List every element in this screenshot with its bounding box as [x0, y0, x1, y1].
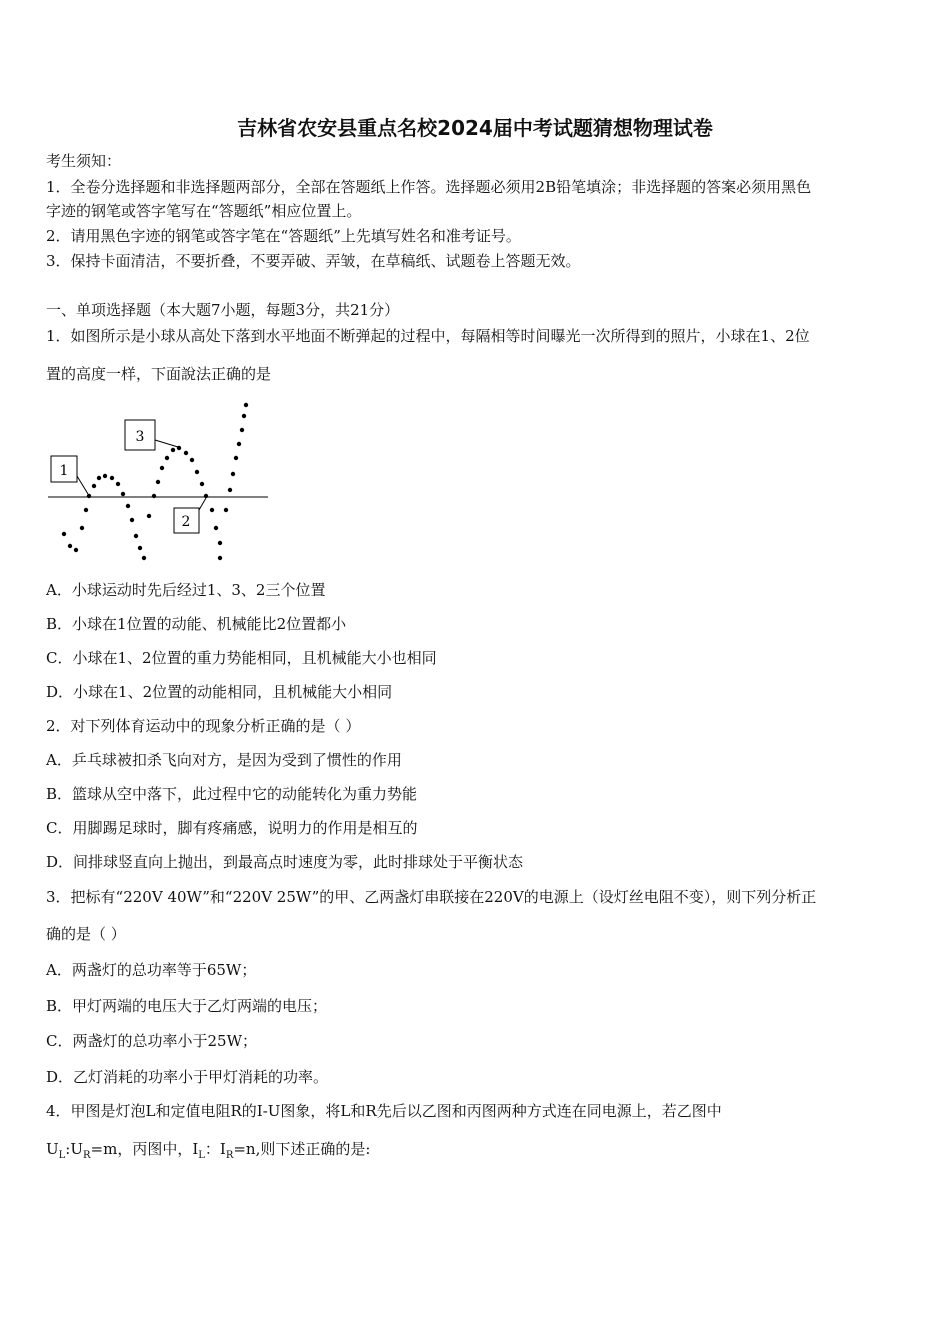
- notice-item: 字迹的钢笔或答字笔写在“答题纸”相应位置上。: [46, 202, 362, 220]
- q4-sub-r2: R: [225, 1150, 234, 1161]
- label-1: [51, 456, 88, 494]
- question-1-stem: 1．如图所示是小球从高处下落到水平地面不断弹起的过程中，每隔相等时间曝光一次所得到的照片，小球在1、2位: [46, 327, 810, 345]
- q3-option-c: C．两盏灯的总功率小于25W；: [46, 1032, 257, 1050]
- q1-option-c: C．小球在1、2位置的重力势能相同，且机械能大小也相同: [46, 649, 437, 667]
- label-3: [125, 420, 178, 450]
- q4-end: =n,则下述正确的是:: [233, 1140, 371, 1158]
- q4-sub-l: L: [58, 1150, 66, 1161]
- label-2: [174, 498, 206, 533]
- q3-option-d: D．乙灯消耗的功率小于甲灯消耗的功率。: [46, 1068, 329, 1086]
- q4-sub-r: R: [83, 1150, 91, 1161]
- q4-mid: =m，丙图中，I: [90, 1140, 199, 1158]
- section-heading: 一、单项选择题（本大题7小题，每题3分，共21分）: [46, 301, 400, 319]
- q2-option-d: D．间排球竖直向上抛出，到最高点时速度为零，此时排球处于平衡状态: [46, 853, 524, 871]
- question-2-stem: 2．对下列体育运动中的现象分析正确的是（ ）: [46, 717, 361, 735]
- q2-option-c: C．用脚踢足球时，脚有疼痛感，说明力的作用是相互的: [46, 819, 418, 837]
- page-title: 吉林省农安县重点名校2024届中考试题猜想物理试卷: [237, 116, 713, 140]
- notice-item: 3．保持卡面清洁，不要折叠，不要弄破、弄皱，在草稿纸、试题卷上答题无效。: [46, 252, 581, 270]
- question-3-stem: 3．把标有“220V 40W”和“220V 25W”的甲、乙两盏灯串联接在220V的电源上（设灯丝电阻不变），则下列分析正: [46, 888, 817, 906]
- question-1-stem-cont: 置的高度一样，下面說法正确的是: [46, 365, 272, 383]
- question-4-stem: 4．甲图是灯泡L和定值电阻R的I-U图象，将L和R先后以乙图和丙图两种方式连在同电源上，若乙图中: [46, 1102, 722, 1120]
- notice-item: 1．全卷分选择题和非选择题两部分，全部在答题纸上作答。选择题必须用2B铅笔填涂；非选择题的答案必须用黑色: [46, 178, 812, 196]
- bouncing-ball-figure: [44, 398, 274, 566]
- q4-colon1: :U: [65, 1140, 83, 1158]
- q2-option-b: B．篮球从空中落下，此过程中它的动能转化为重力势能: [46, 785, 418, 803]
- label-1-text: 1: [59, 463, 69, 479]
- q4-sub-l2: L: [198, 1150, 205, 1161]
- label-2-text: 2: [181, 514, 191, 530]
- q4-colon2: ：I: [204, 1140, 226, 1158]
- label-3-text: 3: [135, 429, 145, 445]
- q3-option-a: A．两盏灯的总功率等于65W；: [46, 961, 257, 979]
- q2-option-a: A．乒乓球被扣杀飞向对方，是因为受到了惯性的作用: [46, 751, 402, 769]
- q1-option-a: A．小球运动时先后经过1、3、2三个位置: [46, 581, 326, 599]
- question-3-stem-cont: 确的是（ ）: [46, 925, 126, 943]
- q4-u: U: [46, 1140, 59, 1158]
- question-4-stem-cont: [46, 1139, 370, 1166]
- q3-option-b: B．甲灯两端的电压大于乙灯两端的电压；: [46, 997, 328, 1015]
- q1-option-b: B．小球在1位置的动能、机械能比2位置都小: [46, 615, 347, 633]
- notice-item: 2．请用黑色字迹的钢笔或答字笔在“答题纸”上先填写姓名和准考证号。: [46, 227, 521, 245]
- notice-heading: 考生须知：: [46, 152, 122, 170]
- q1-option-d: D．小球在1、2位置的动能相同，且机械能大小相同: [46, 683, 393, 701]
